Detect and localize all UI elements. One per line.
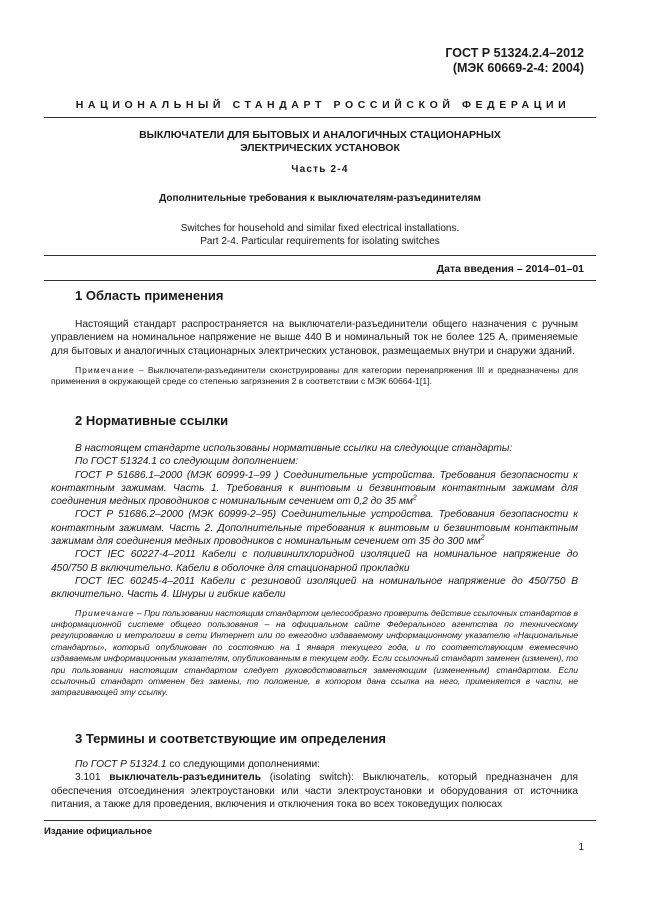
reference-1: ГОСТ Р 51686.1–2000 (МЭК 60999-1–99 ) Соединительные устройства. Требования безопасности к контактным зажимам. Часть 1. Требования к винтовым и безвинтовым контактным зажимам для соединения медных проводников с номинальным сечением от 0,2 до 35 $мм^2$ <box>51 469 578 508</box>
section1-heading: 1 Область применения <box>75 288 224 303</box>
note-label: Примечание <box>75 364 135 375</box>
section2-body <box>51 442 578 699</box>
intro-rule <box>44 280 596 281</box>
doc-number: ГОСТ Р 51324.2.4–2012 <box>445 46 584 60</box>
section1-note <box>51 365 578 388</box>
title-en-line1: Switches for household and similar fixed electrical installations. <box>180 223 460 234</box>
section3-heading: 3 Термины и соответствующие им определения <box>75 731 386 746</box>
part-label: Часть 2-4 <box>291 164 349 175</box>
section2-note <box>51 608 578 699</box>
section3-p1: По ГОСТ Р 51324.1 со следующими дополнениями: <box>75 759 320 770</box>
standard-banner: НАЦИОНАЛЬНЫЙ СТАНДАРТ РОССИЙСКОЙ ФЕДЕРАЦИИ <box>75 99 571 111</box>
title-ru-line2: ЭЛЕКТРИЧЕСКИХ УСТАНОВОК <box>240 142 400 154</box>
reference-2: ГОСТ Р 51686.2–2000 (МЭК 60999-2–95) Соединительные устройства. Требования безопасности к контактным зажимам. Часть 2. Дополнительные требования к винтовым и безвинтовым контактным зажимам для соединения медных проводников с номинальным сечением от 35 до 300 $мм^2$ <box>51 509 578 548</box>
iec-number: (МЭК 60669-2-4: 2004) <box>452 61 584 75</box>
note-text: – Выключатели-разъединители сконструированы для категории перенапряжения III и предназначены для применения в окружающей среде со степенью загрязнения 2 в соответствии с МЭК 60664-1[1]. <box>51 364 578 387</box>
reference-4: ГОСТ IEC 60245-4–2011 Кабели с резиновой изоляцией на номинальное напряжение до 450/750 В включительно. Часть 4. Шнуры и гибкие кабели <box>51 575 578 601</box>
section3-body <box>51 758 578 811</box>
edition-label: Издание официальное <box>44 826 152 837</box>
title-ru-line1: ВЫКЛЮЧАТЕЛИ ДЛЯ БЫТОВЫХ И АНАЛОГИЧНЫХ СТАЦИОНАРНЫХ <box>139 129 501 141</box>
section1-body <box>51 318 578 388</box>
banner-rule <box>44 117 596 118</box>
subtitle: Дополнительные требования к выключателям-разъединителям <box>159 193 481 204</box>
title-rule <box>44 255 596 256</box>
term-name: выключатель-разъединитель <box>109 772 262 784</box>
title-en <box>44 222 596 248</box>
note-text: – При пользовании настоящим стандартом целесообразно проверить действие ссылочных стандартов в информационной системе общего пользования – на официальном сайте Федерального агентства по техническому регулированию и метрологии в сети Интернет или по ежегодно издаваемому информационному указателю «Национальные стандарты», который опубликован по состоянию на 1 января текущего года, и по соответствующим ежемесячно издаваемым информационным указателям, опубликованным в текущем году. Если ссылочный стандарт заменен (изменен), то при пользовании настоящим стандартом следует руководствоваться заменяющим (измененным) стандартом. Если ссылочный стандарт отменен без замены, то положение, в котором дана ссылка на него, применяется в части, не затрагивающей эту ссылку. <box>51 607 578 698</box>
section1-para: Настоящий стандарт распространяется на выключатели-разъединители общего назначения с ручным управлением на номинальное напряжение не выше 440 В и номинальный ток не более 125 А, применяемые для бытовых и аналогичных стационарных электрических установок, размещаемых внутри и снаружи зданий. <box>51 319 578 357</box>
doc-header <box>445 46 584 76</box>
title-ru <box>44 129 596 155</box>
page-number: 1 <box>578 842 584 853</box>
title-en-line2: Part 2-4. Particular requirements for isolating switches <box>200 236 440 247</box>
section2-p2: По ГОСТ 51324.1 со следующим дополнением: <box>75 456 299 468</box>
intro-date: Дата введения – 2014–01–01 <box>436 263 584 275</box>
section2-p1: В настоящем стандарте использованы нормативные ссылки на следующие стандарты: <box>75 443 513 454</box>
footer-rule <box>44 820 596 821</box>
reference-3: ГОСТ IEC 60227-4–2011 Кабели с поливинилхлоридной изоляцией на номинальное напряжение до 450/750 В включительно. Кабели в оболочке для стационарной прокладки <box>51 549 578 574</box>
note-label: Примечание <box>75 607 135 618</box>
section2-heading: 2 Нормативные ссылки <box>75 413 229 428</box>
term-3-101: 3.101 выключатель-разъединитель (isolating switch): Выключатель, который предназначен для обеспечения отсоединения электроустановки или части электроустановки и оборудования от источника питания, а также для проведения, включения и отключения тока во всех токоведущих полюсах <box>51 772 578 810</box>
